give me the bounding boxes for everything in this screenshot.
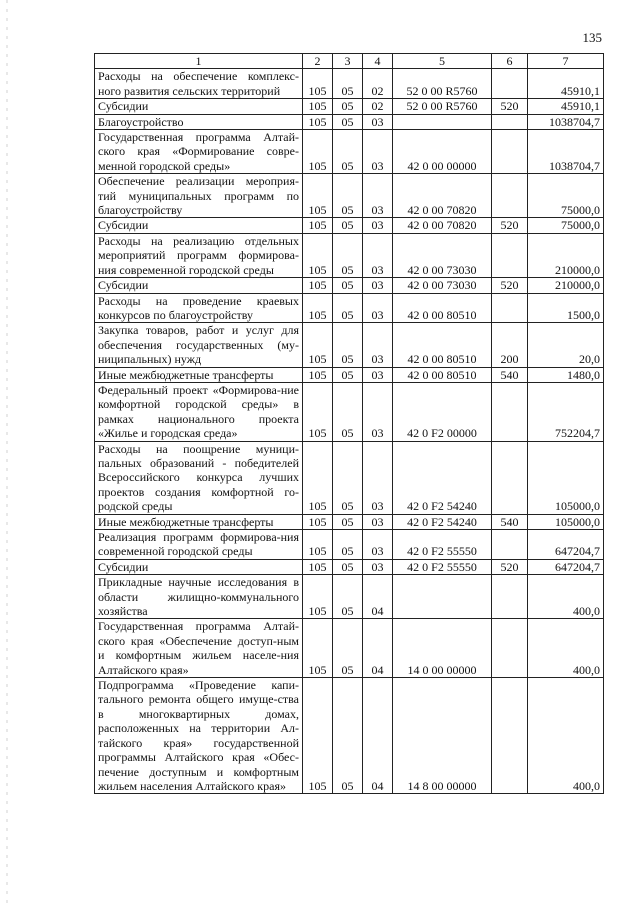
row-subsection-cell: 02 [363,69,393,99]
table-row [95,218,604,233]
row-subsection-cell: 04 [363,619,393,678]
row-target-code-cell: 42 0 00 00000 [393,130,492,174]
row-name-cell: Государственная программа Алтай-ского края «Обеспечение доступ-ным и комфортным жильем населе-ния Алтайского края» [95,619,303,678]
row-subsection-cell: 03 [363,559,393,574]
row-code-cell: 105 [303,278,333,293]
row-amount-cell: 1480,0 [528,367,604,382]
row-section-cell: 05 [333,114,363,129]
row-name-cell: Благоустройство [95,114,303,129]
row-amount-cell: 647204,7 [528,530,604,560]
row-subsection-cell: 03 [363,514,393,529]
table-row [95,323,604,367]
row-expense-type-cell [492,130,528,174]
row-target-code-cell [393,114,492,129]
row-section-cell: 05 [333,559,363,574]
row-subsection-cell: 03 [363,367,393,382]
row-subsection-cell: 03 [363,441,393,514]
column-header: 2 [303,54,333,69]
table-row [95,278,604,293]
row-code-cell: 105 [303,99,333,114]
row-amount-cell: 105000,0 [528,514,604,529]
table-row [95,367,604,382]
row-amount-cell: 20,0 [528,323,604,367]
row-amount-cell: 1500,0 [528,293,604,323]
row-target-code-cell: 42 0 00 80510 [393,293,492,323]
row-section-cell: 05 [333,323,363,367]
row-subsection-cell: 03 [363,323,393,367]
table-row [95,619,604,678]
row-code-cell: 105 [303,382,333,441]
row-section-cell: 05 [333,69,363,99]
row-subsection-cell: 03 [363,218,393,233]
row-subsection-cell: 03 [363,233,393,277]
row-expense-type-cell [492,530,528,560]
table-row [95,382,604,441]
row-name-cell: Подпрограмма «Проведение капи-тального ремонта общего имуще-ства в многоквартирных домах, расположенных на территории Ал-тайского края» государственной программы Алтайского края «Обес-печение доступным и комфортным жильем населения Алтайского края» [95,678,303,794]
row-target-code-cell: 42 0 F2 55550 [393,530,492,560]
row-target-code-cell: 42 0 00 70820 [393,174,492,218]
row-code-cell: 105 [303,530,333,560]
row-name-cell: Реализация программ формирова-ния современной городской среды [95,530,303,560]
row-expense-type-cell [492,69,528,99]
row-section-cell: 05 [333,441,363,514]
row-expense-type-cell [492,441,528,514]
column-header: 1 [95,54,303,69]
column-header: 7 [528,54,604,69]
row-subsection-cell: 03 [363,130,393,174]
row-amount-cell: 210000,0 [528,233,604,277]
row-name-cell: Субсидии [95,99,303,114]
row-name-cell: Обеспечение реализации мероприя-тий муниципальных программ по благоустройству [95,174,303,218]
row-amount-cell: 75000,0 [528,174,604,218]
table-row [95,559,604,574]
row-code-cell: 105 [303,69,333,99]
row-expense-type-cell: 520 [492,218,528,233]
row-target-code-cell: 52 0 00 R5760 [393,99,492,114]
table-row [95,130,604,174]
row-subsection-cell: 02 [363,99,393,114]
row-amount-cell: 45910,1 [528,99,604,114]
row-amount-cell: 400,0 [528,678,604,794]
row-code-cell: 105 [303,174,333,218]
row-expense-type-cell: 520 [492,278,528,293]
row-section-cell: 05 [333,678,363,794]
table-row [95,575,604,619]
row-code-cell: 105 [303,559,333,574]
column-header: 4 [363,54,393,69]
row-section-cell: 05 [333,382,363,441]
row-expense-type-cell: 200 [492,323,528,367]
row-expense-type-cell [492,382,528,441]
row-expense-type-cell [492,174,528,218]
row-amount-cell: 400,0 [528,575,604,619]
row-subsection-cell: 04 [363,678,393,794]
row-name-cell: Расходы на обеспечение комплекс-ного развития сельских территорий [95,69,303,99]
table-row [95,530,604,560]
row-expense-type-cell [492,233,528,277]
row-target-code-cell: 42 0 F2 55550 [393,559,492,574]
column-header: 3 [333,54,363,69]
row-target-code-cell: 42 0 F2 54240 [393,441,492,514]
row-name-cell: Прикладные научные исследования в области жилищно-коммунального хозяйства [95,575,303,619]
row-amount-cell: 647204,7 [528,559,604,574]
row-code-cell: 105 [303,367,333,382]
row-code-cell: 105 [303,678,333,794]
row-name-cell: Расходы на поощрение муници-пальных образований - победителей Всероссийского конкурса лучших проектов создания комфортной го-родской среды [95,441,303,514]
row-name-cell: Закупка товаров, работ и услуг для обеспечения государственных (му-ниципальных) нужд [95,323,303,367]
row-expense-type-cell [492,575,528,619]
row-name-cell: Иные межбюджетные трансферты [95,514,303,529]
budget-table [94,53,604,794]
row-subsection-cell: 03 [363,114,393,129]
row-name-cell: Субсидии [95,278,303,293]
row-amount-cell: 45910,1 [528,69,604,99]
row-section-cell: 05 [333,514,363,529]
row-code-cell: 105 [303,114,333,129]
row-target-code-cell: 42 0 F2 00000 [393,382,492,441]
row-section-cell: 05 [333,218,363,233]
row-code-cell: 105 [303,293,333,323]
row-section-cell: 05 [333,367,363,382]
row-code-cell: 105 [303,323,333,367]
table-row [95,514,604,529]
row-section-cell: 05 [333,619,363,678]
table-row [95,69,604,99]
row-subsection-cell: 03 [363,382,393,441]
row-section-cell: 05 [333,530,363,560]
table-row [95,678,604,794]
row-expense-type-cell: 540 [492,514,528,529]
row-code-cell: 105 [303,441,333,514]
row-amount-cell: 400,0 [528,619,604,678]
row-subsection-cell: 03 [363,293,393,323]
table-header-row [95,54,604,69]
row-section-cell: 05 [333,293,363,323]
row-amount-cell: 1038704,7 [528,130,604,174]
row-target-code-cell: 14 0 00 00000 [393,619,492,678]
row-name-cell: Расходы на реализацию отдельных мероприятий программ формирова-ния современной городской среды [95,233,303,277]
table-row [95,174,604,218]
row-target-code-cell: 42 0 F2 54240 [393,514,492,529]
row-target-code-cell: 42 0 00 73030 [393,278,492,293]
row-name-cell: Федеральный проект «Формирова-ние комфортной городской среды» в рамках национального проекта «Жилье и городская среда» [95,382,303,441]
row-section-cell: 05 [333,575,363,619]
table-row [95,293,604,323]
row-code-cell: 105 [303,514,333,529]
row-section-cell: 05 [333,99,363,114]
table-row [95,233,604,277]
row-expense-type-cell [492,678,528,794]
row-code-cell: 105 [303,233,333,277]
row-subsection-cell: 03 [363,278,393,293]
row-expense-type-cell [492,619,528,678]
row-name-cell: Субсидии [95,218,303,233]
table-row [95,441,604,514]
row-section-cell: 05 [333,233,363,277]
row-code-cell: 105 [303,575,333,619]
row-section-cell: 05 [333,130,363,174]
row-subsection-cell: 03 [363,530,393,560]
row-name-cell: Расходы на проведение краевых конкурсов по благоустройству [95,293,303,323]
row-code-cell: 105 [303,130,333,174]
row-code-cell: 105 [303,619,333,678]
scan-margin-marks [6,0,8,903]
row-name-cell: Иные межбюджетные трансферты [95,367,303,382]
row-target-code-cell: 14 8 00 00000 [393,678,492,794]
table-row [95,114,604,129]
row-section-cell: 05 [333,278,363,293]
column-header: 5 [393,54,492,69]
row-expense-type-cell [492,114,528,129]
page-number: 135 [582,30,602,45]
row-subsection-cell: 04 [363,575,393,619]
row-amount-cell: 1038704,7 [528,114,604,129]
row-amount-cell: 752204,7 [528,382,604,441]
row-name-cell: Государственная программа Алтай-ского края «Формирование совре-менной городской среды» [95,130,303,174]
table-body [95,69,604,794]
row-amount-cell: 210000,0 [528,278,604,293]
row-amount-cell: 105000,0 [528,441,604,514]
table-row [95,99,604,114]
row-expense-type-cell [492,293,528,323]
row-section-cell: 05 [333,174,363,218]
row-target-code-cell [393,575,492,619]
row-code-cell: 105 [303,218,333,233]
row-expense-type-cell: 520 [492,99,528,114]
row-target-code-cell: 42 0 00 80510 [393,323,492,367]
row-expense-type-cell: 540 [492,367,528,382]
column-header: 6 [492,54,528,69]
row-target-code-cell: 42 0 00 80510 [393,367,492,382]
row-name-cell: Субсидии [95,559,303,574]
row-target-code-cell: 42 0 00 73030 [393,233,492,277]
row-amount-cell: 75000,0 [528,218,604,233]
row-target-code-cell: 42 0 00 70820 [393,218,492,233]
row-expense-type-cell: 520 [492,559,528,574]
row-target-code-cell: 52 0 00 R5760 [393,69,492,99]
row-subsection-cell: 03 [363,174,393,218]
